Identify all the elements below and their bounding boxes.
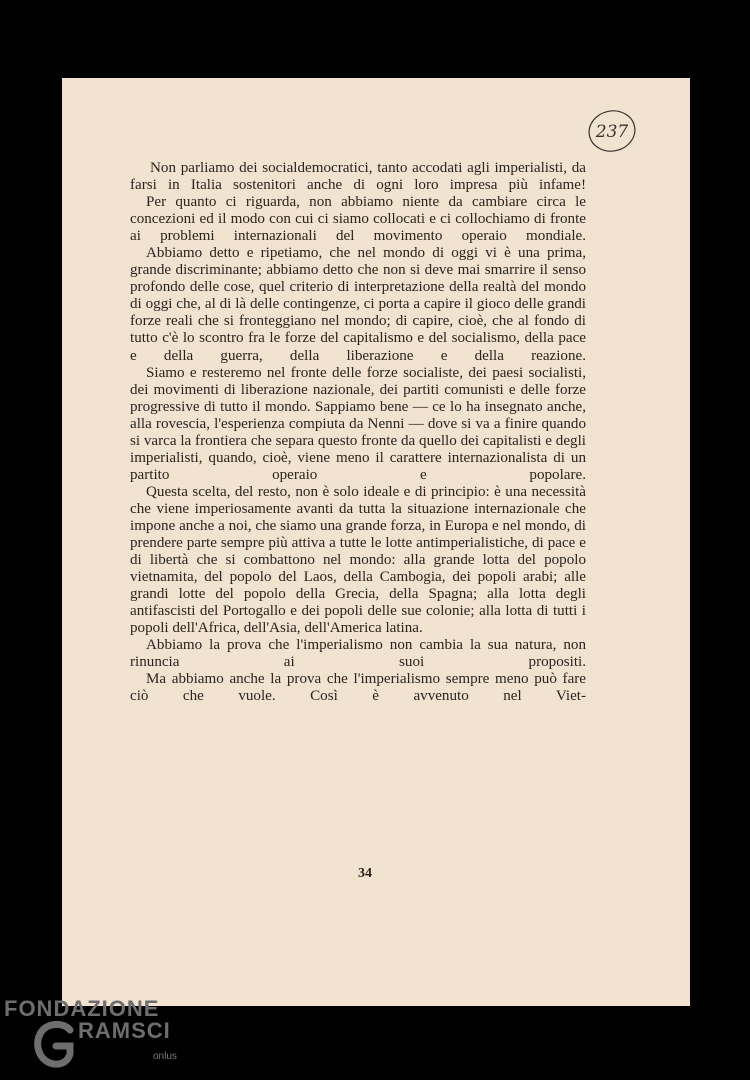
fondazione-gramsci-logo — [4, 996, 194, 1076]
document-body — [130, 160, 586, 706]
paragraph: Abbiamo detto e ripetiamo, che nel mondo di oggi vi è una prima, grande discriminante; abbiamo detto che non si deve mai smarrire il senso profondo delle cose, quel criterio di interpretazione della realtà del mondo di oggi che, al di là delle contingenze, ci porta a capire il gioco delle grandi forze reali che si fronteggiano nel mondo; di capire, cioè, che al fondo di tutto c'è lo scontro fra le forze del capitalismo e del socialismo, della pace e della guerra, della liberazione e della reazione. — [130, 245, 586, 364]
paragraph: Ma abbiamo anche la prova che l'imperialismo sempre meno può fare ciò che vuole. Così è avvenuto nel Viet- — [130, 671, 586, 705]
paragraph: Questa scelta, del resto, non è solo ideale e di principio: è una necessità che viene imperiosamente avanti da tutta la situazione internazionale che impone anche a noi, che siamo una grande forza, in Europa e nel mondo, di prendere parte sempre più attiva a tutte le lotte antimperialistiche, di pace e di libertà che si combattono nel mondo: alla grande lotta del popolo vietnamita, del popolo del Laos, della Cambogia, dei popoli arabi; alle grandi lotte del popolo della Grecia, della Spagna; alla lotta degli antifascisti del Portogallo e dei popoli delle sue colonie; alla lotta di tutti i popoli dell'Africa, dell'Asia, dell'America latina. — [130, 483, 586, 637]
logo-line-1: FONDAZIONE — [4, 996, 160, 1021]
paragraph: Siamo e resteremo nel fronte delle forze socialiste, dei paesi socialisti, dei movimenti di liberazione nazionale, dei partiti comunisti e delle forze progressive di tutto il mondo. Sappiamo bene — ce lo ha insegnato anche, alla rovescia, l'esperienza compiuta da Nenni — dove si va a finire quando si varca la frontiera che separa questo fronte da quello dei capitalisti e degli imperialisti, quando, cioè, viene meno il carattere internazionalista di un partito operaio e popolare. — [130, 364, 586, 483]
paragraph: Abbiamo la prova che l'imperialismo non cambia la sua natura, non rinuncia ai suoi propositi. — [130, 637, 586, 671]
archive-number-text: 237 — [595, 122, 629, 142]
logo-g-icon — [32, 1018, 78, 1070]
logo-line-2: RAMSCI — [78, 1018, 171, 1043]
handwritten-archive-number — [587, 108, 637, 154]
logo-subtitle: onlus — [153, 1051, 177, 1062]
paragraph: Per quanto ci riguarda, non abbiamo niente da cambiare circa le concezioni ed il modo con cui ci siamo collocati e ci collochiamo di fronte ai problemi internazionali del movimento operaio mondiale. — [130, 194, 586, 245]
page-number: 34 — [358, 866, 372, 881]
paragraph: Non parliamo dei socialdemocratici, tanto accodati agli imperialisti, da farsi in Italia sostenitori anche di ogni loro impresa più infame! — [130, 160, 586, 194]
